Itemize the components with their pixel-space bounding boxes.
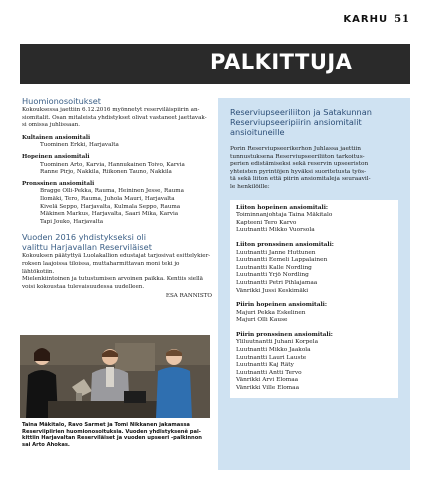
recipient-line: Ranne Pirjo, Nakkila, Riikonen Tauno, Nakkila xyxy=(40,169,172,176)
recipient-line: Tuominen Erkki, Harjavalta xyxy=(40,142,119,149)
recipient-line: Yliluutnantti Juhani Korpela xyxy=(236,339,319,346)
page-header xyxy=(343,14,410,25)
text-line: tunnustuksena Reserviupseeriliiton tarkoitus- xyxy=(230,153,365,160)
recipient-line: Kapteeni Tero Karvo xyxy=(236,219,297,226)
award-group xyxy=(236,205,390,235)
title-bar xyxy=(20,44,410,84)
caption-line: Reserviipiirien huomionosoituksia. Vuoden yhdistykseně pal- xyxy=(22,428,201,435)
award-group-title: Piirin pronssinen ansiomitali: xyxy=(236,331,333,338)
honours-section xyxy=(22,96,212,226)
recipient-line: Luutnantti Yrjö Nordling xyxy=(236,272,309,279)
recipient-line: Luutnantti Janne Huttunen xyxy=(236,249,316,256)
recipient-line: Vänrikki Arvi Elomaa xyxy=(236,377,299,384)
text-line: le henkilöille: xyxy=(230,183,270,190)
recipient-line: Luutnantti Kalle Nordling xyxy=(236,264,312,271)
award-group-title: Piirin hopeinen ansiomitali: xyxy=(236,302,328,309)
recipient-line: Tuominen Arto, Karvia, Hannukainen Toivo, Karvia xyxy=(40,161,185,168)
awards-intro xyxy=(230,146,398,192)
text-line: Mielenkiintoinen ja tutustumisen arvoinen paikka. Kentiis siellä xyxy=(22,276,204,283)
text-line: Porin Reserviupseerikerhon Juhlassa jaettiin xyxy=(230,146,362,152)
award-group xyxy=(236,332,390,393)
text-line: tä sekä liiton että piirin ansiomitaleja seuraavil- xyxy=(230,176,371,183)
medal-group-list xyxy=(22,162,212,177)
association-body xyxy=(22,253,212,291)
text-line: siomitalit. Osan mitaleista yhdistykset olivat vastaneet jaettavak- xyxy=(22,114,207,121)
page-number: 51 xyxy=(394,14,410,25)
left-column xyxy=(22,96,212,301)
awards-heading-line: Reserviupseeriliiton ja Satakunnan xyxy=(230,107,372,117)
text-line: yhteisten pyrintöjen hyväksi suoritetusta työs- xyxy=(230,168,367,175)
magazine-name: KARHU xyxy=(343,14,389,25)
recipient-line: Bragge Olli-Pekka, Rauma, Heininen Jesse, Rauma xyxy=(40,188,184,195)
recipient-line: Luutnantti Antti Tervo xyxy=(236,369,302,376)
honours-intro xyxy=(22,107,212,130)
recipient-line: Luutnantti Mikko Vuorsola xyxy=(236,227,315,234)
medal-group-title: Pronssinen ansiomitali xyxy=(22,180,95,187)
recipient-line: Vänrikki Ville Elomaa xyxy=(236,385,300,392)
recipient-line: Luutnantti Petri Pihlajamaa xyxy=(236,279,318,286)
recipient-line: Ilomäki, Tero, Rauma, Juhola Mauri, Harjavalta xyxy=(40,195,175,202)
medal-group-list xyxy=(22,142,212,150)
recipient-line: Majuri Olli Kause xyxy=(236,317,288,324)
caption-line: kittiin Harjavaltan Reserviläiset ja vuoden upseeri -palkinnon xyxy=(22,435,202,442)
award-group xyxy=(236,242,390,295)
awards-heading-line: ansioituneille xyxy=(230,127,285,137)
recipient-line: Tapi Jouko, Harjavalta xyxy=(40,218,104,225)
recipient-line: Luutnantti Mikko Jaakola xyxy=(236,347,311,354)
caption-line: Taina Mäkitalo, Ravo Sarmet ja Tomi Nikkanen jakamassa xyxy=(22,422,190,428)
text-line: roksen laajoissa tiloissa, muttaharmittavan moni teki jo lähtökotiin. xyxy=(22,260,180,275)
recipient-line: Toiminnanjohtaja Taina Mäkitalo xyxy=(236,212,333,219)
medal-group-title: Hopeinen ansiomitali xyxy=(22,153,90,160)
awards-box xyxy=(218,98,410,470)
award-group-title: Liiton pronssinen ansiomitali: xyxy=(236,241,334,248)
medal-group-title: Kultainen ansiomitali xyxy=(22,134,91,141)
caption-line: sai Arto Ahokas. xyxy=(22,441,70,448)
page-title: PALKITTUJA xyxy=(210,50,353,74)
awards-heading-line: Reserviupseeripiirin ansiomitalit xyxy=(230,117,362,127)
text-line: voisi kokoustaa tulevaisuudessa uudelleen. xyxy=(22,283,145,290)
event-photo-illustration xyxy=(20,335,210,418)
honours-heading: Huomionosoitukset xyxy=(22,96,102,106)
medal-group-list xyxy=(22,188,212,226)
recipient-line: Mäkinen Markus, Harjavalta, Saari Mika, Karvia xyxy=(40,211,179,218)
association-heading-line: valittu Harjavallan Reserviläiset xyxy=(22,242,152,253)
association-section xyxy=(22,232,212,301)
text-line: Kokouksessa jaettiin 6.12.2016 myönnetyt reserviläispiirin an- xyxy=(22,107,200,113)
recipient-line: Kivelä Seppo, Harjavalta, Kulmala Seppo, Rauma xyxy=(40,203,181,210)
text-line: Kokouksen päätyttyä Luolakallion edustajat tarjosivat esittelykier- xyxy=(22,253,211,260)
author-signature: ESA RANNISTO xyxy=(165,293,212,300)
recipient-line: Luutnantti Eemeli Lappalainen xyxy=(236,257,328,264)
recipient-line: Majuri Pekka Eskelinen xyxy=(236,309,306,316)
award-group xyxy=(236,302,390,325)
event-photo xyxy=(20,335,210,418)
recipient-line: Luutnantti Lauri Lauste xyxy=(236,354,307,361)
award-group-title: Liiton hopeinen ansiomitali: xyxy=(236,204,329,211)
text-line: si omissa juhlissaan. xyxy=(22,122,81,129)
text-line: perien edistämiseksi sekä reservin upseeriston xyxy=(230,161,369,168)
recipient-line: Vänrikki Jussi Keskimäki xyxy=(236,287,309,294)
association-heading-line: Vuoden 2016 yhdistykseksi oli xyxy=(22,232,147,243)
awards-list xyxy=(230,200,398,398)
recipient-line: Luutnantti Kaj Räty xyxy=(236,362,294,369)
photo-caption xyxy=(22,422,210,448)
